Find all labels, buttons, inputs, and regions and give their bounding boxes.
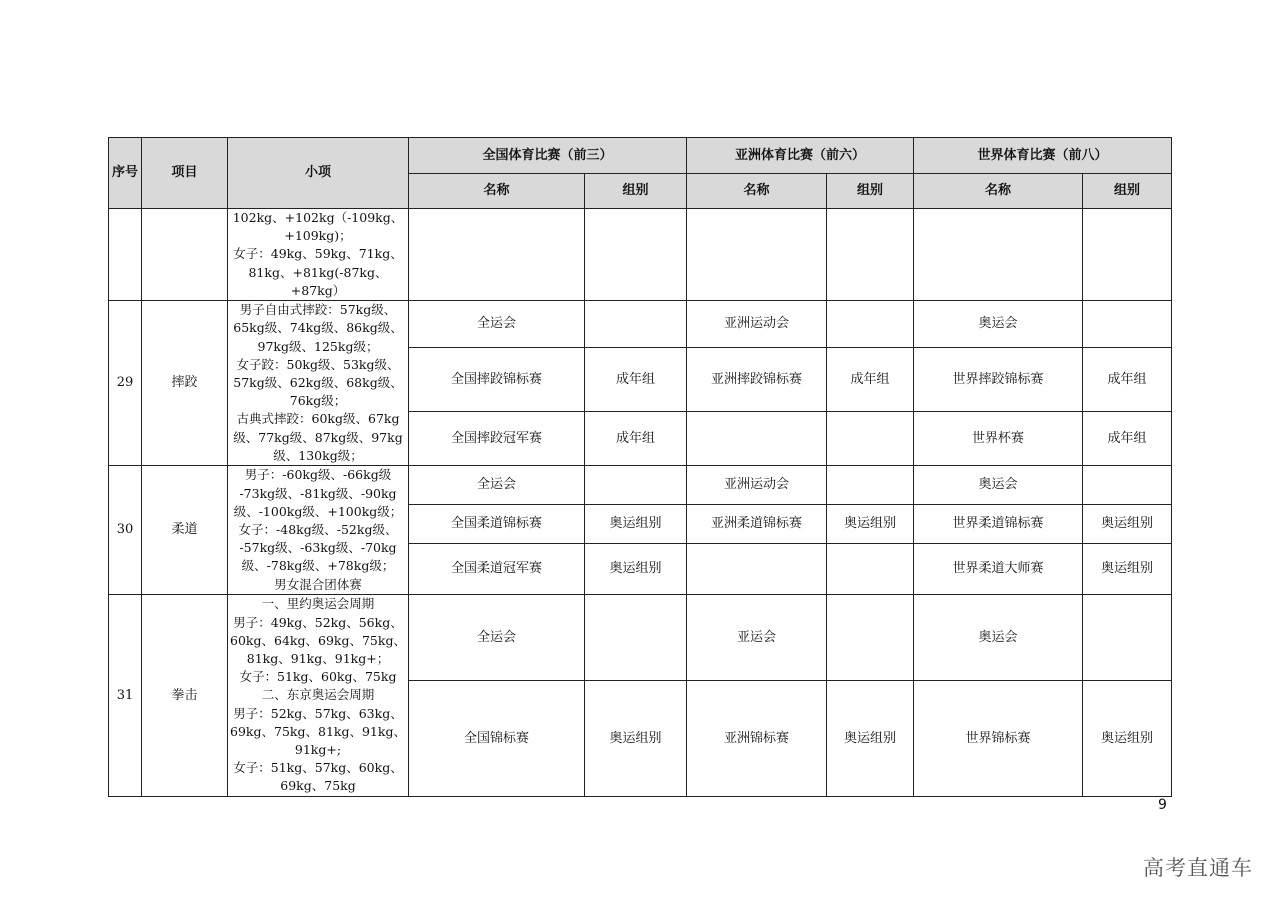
header-national-name: 名称: [409, 174, 585, 209]
world-group: 奥运组别: [1083, 505, 1172, 544]
table-row: [109, 595, 1172, 681]
world-name: 奥运会: [914, 301, 1083, 348]
sports-events-table: [108, 137, 1172, 797]
seq-cell: 31: [109, 595, 142, 797]
header-national-group: 组别: [585, 174, 687, 209]
header-sub-event: 小项: [228, 138, 409, 209]
sub-event-cell: 男子：-60kg级、-66kg级 -73kg级、-81kg级、-90kg 级、-100kg级、+100kg级； 女子：-48kg级、-52kg级、 -57kg级、-63kg级、-70kg 级、-78kg级、+78kg级； 男女混合团体赛: [228, 466, 409, 595]
cont-event-cell: [142, 209, 228, 301]
sub-event-cell: 一、里约奥运会周期 男子：49kg、52kg、56kg、 60kg、64kg、69kg、75kg、 81kg、91kg、91kg+； 女子：51kg、60kg、75kg 二、东京奥运会周期 男子：52kg、57kg、63kg、 69kg、75kg、81kg、91kg、 91kg+; 女子：51kg、57kg、60kg、 69kg、75kg: [228, 595, 409, 797]
event-cell: 柔道: [142, 466, 228, 595]
asian-name: 亚洲柔道锦标赛: [687, 505, 827, 544]
national-group: 奥运组别: [585, 544, 687, 595]
asian-name: 亚洲摔跤锦标赛: [687, 348, 827, 412]
table-row: [109, 466, 1172, 505]
national-name: 全运会: [409, 301, 585, 348]
national-name: 全运会: [409, 595, 585, 681]
asian-name: 亚洲锦标赛: [687, 681, 827, 797]
world-name: 世界柔道大师赛: [914, 544, 1083, 595]
world-group: [1083, 301, 1172, 348]
national-group: 奥运组别: [585, 505, 687, 544]
world-group: 奥运组别: [1083, 681, 1172, 797]
header-asian-name: 名称: [687, 174, 827, 209]
national-name: 全国柔道冠军赛: [409, 544, 585, 595]
seq-cell: 30: [109, 466, 142, 595]
asian-group: 奥运组别: [827, 505, 914, 544]
cont-sub-event: 102kg、+102kg（-109kg、 +109kg)； 女子：49kg、59kg、71kg、 81kg、+81kg(-87kg、+87kg）: [228, 209, 409, 301]
asian-group: [827, 466, 914, 505]
event-cell: 摔跤: [142, 301, 228, 466]
world-group: [1083, 595, 1172, 681]
asian-name: 亚洲运动会: [687, 301, 827, 348]
national-group: [585, 301, 687, 348]
asian-group: [827, 412, 914, 466]
header-asian-group: 组别: [827, 174, 914, 209]
world-group: 成年组: [1083, 412, 1172, 466]
asian-group: [827, 301, 914, 348]
asian-name: [687, 412, 827, 466]
table-row: [109, 209, 1172, 301]
asian-group: 奥运组别: [827, 681, 914, 797]
asian-name: [687, 544, 827, 595]
cont-seq-cell: [109, 209, 142, 301]
world-group: 成年组: [1083, 348, 1172, 412]
header-world-name: 名称: [914, 174, 1083, 209]
header-seq: 序号: [109, 138, 142, 209]
national-name: 全国摔跤冠军赛: [409, 412, 585, 466]
national-group: 成年组: [585, 348, 687, 412]
national-name: 全国摔跤锦标赛: [409, 348, 585, 412]
header-asian: 亚洲体育比赛（前六）: [687, 138, 914, 174]
event-cell: 拳击: [142, 595, 228, 797]
national-group: [585, 595, 687, 681]
asian-group: [827, 544, 914, 595]
world-name: 奥运会: [914, 595, 1083, 681]
national-group: [585, 466, 687, 505]
header-world-group: 组别: [1083, 174, 1172, 209]
asian-name: 亚洲运动会: [687, 466, 827, 505]
asian-name: 亚运会: [687, 595, 827, 681]
world-name: 世界柔道锦标赛: [914, 505, 1083, 544]
world-name: 奥运会: [914, 466, 1083, 505]
header-event: 项目: [142, 138, 228, 209]
asian-group: 成年组: [827, 348, 914, 412]
world-name: 世界摔跤锦标赛: [914, 348, 1083, 412]
world-name: 世界锦标赛: [914, 681, 1083, 797]
world-group: [1083, 466, 1172, 505]
world-group: 奥运组别: [1083, 544, 1172, 595]
national-name: 全运会: [409, 466, 585, 505]
national-group: 奥运组别: [585, 681, 687, 797]
page-number: 9: [1158, 797, 1167, 813]
asian-group: [827, 595, 914, 681]
national-group: 成年组: [585, 412, 687, 466]
world-name: 世界杯赛: [914, 412, 1083, 466]
national-name: 全国柔道锦标赛: [409, 505, 585, 544]
watermark-text: 高考直通车: [1143, 856, 1253, 880]
header-national: 全国体育比赛（前三）: [409, 138, 687, 174]
table-row: [109, 301, 1172, 348]
sub-event-cell: 男子自由式摔跤：57kg级、 65kg级、74kg级、86kg级、 97kg级、125kg级； 女子跤：50kg级、53kg级、 57kg级、62kg级、68kg级、 76kg级； 古典式摔跤：60kg级、67kg 级、77kg级、87kg级、97kg 级、130kg级；: [228, 301, 409, 466]
national-name: 全国锦标赛: [409, 681, 585, 797]
seq-cell: 29: [109, 301, 142, 466]
header-world: 世界体育比赛（前八）: [914, 138, 1172, 174]
